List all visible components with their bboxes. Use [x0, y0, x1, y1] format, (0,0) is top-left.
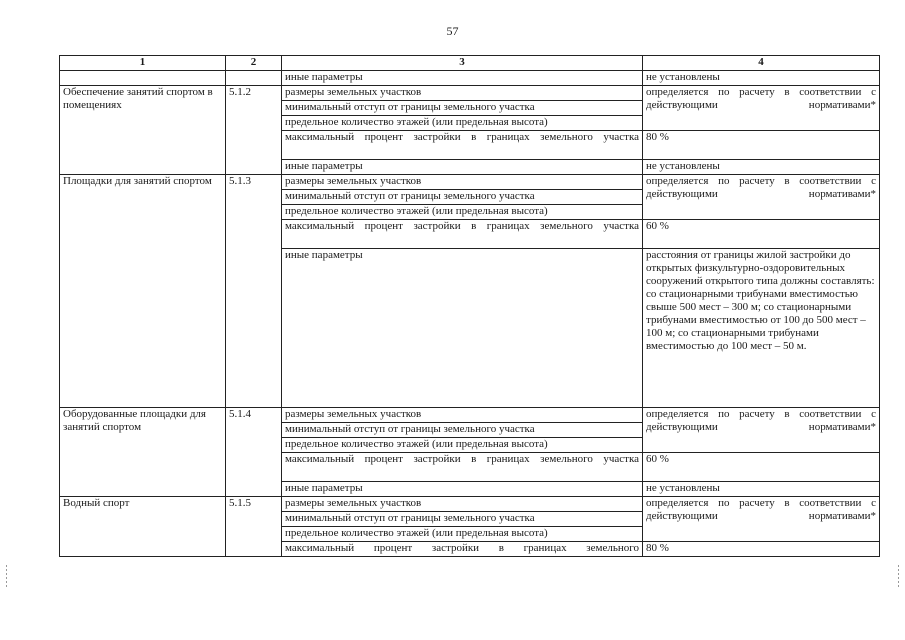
param-cell — [282, 220, 643, 249]
value-cell: расстояния от границы жилой застройки до открытых физкультурно-оздоровительных сооружений открытого типа должны составлять: со стационарными трибунами вместимостью свыше 500 мест – 300 м; со стационарными трибунами вместимостью от 100 до 500 мест – 100 м; со стационарными трибунами вместимостью до 100 мест – 50 м. — [643, 249, 880, 408]
param-cell: минимальный отступ от границы земельного участка — [282, 512, 643, 527]
param-cell: иные параметры — [282, 160, 643, 175]
param-cell: иные параметры — [282, 71, 643, 86]
group-code: 5.1.4 — [226, 408, 282, 497]
value-cell: 80 % — [643, 542, 880, 557]
param-cell: размеры земельных участков — [282, 86, 643, 101]
param-cell: иные параметры — [282, 249, 643, 408]
param-cell: предельное количество этажей (или предельная высота) — [282, 116, 643, 131]
param-text: максимальный процент застройки в границах земельного участка — [285, 220, 639, 232]
value-cell — [643, 86, 880, 131]
param-cell: минимальный отступ от границы земельного участка — [282, 101, 643, 116]
table-row — [60, 175, 880, 190]
param-cell — [282, 453, 643, 482]
value-cell: 80 % — [643, 131, 880, 160]
param-cell: предельное количество этажей (или предельная высота) — [282, 527, 643, 542]
param-cell: предельное количество этажей (или предельная высота) — [282, 438, 643, 453]
group-name: Водный спорт — [60, 497, 226, 557]
group-code: 5.1.5 — [226, 497, 282, 557]
group-name: Обеспечение занятий спортом в помещениях — [60, 86, 226, 175]
value-cell: не установлены — [643, 482, 880, 497]
header-col-4: 4 — [643, 56, 880, 71]
value-cell — [643, 497, 880, 542]
scan-edge-mark — [6, 565, 7, 587]
land-use-table — [59, 55, 880, 557]
header-row — [60, 56, 880, 71]
value-text: определяется по расчету в соответствии с действующими нормативами* — [646, 408, 876, 433]
table-row — [60, 408, 880, 423]
param-cell — [282, 131, 643, 160]
value-cell — [643, 175, 880, 220]
value-cell: 60 % — [643, 220, 880, 249]
empty-cell — [226, 71, 282, 86]
value-text: определяется по расчету в соответствии с действующими нормативами* — [646, 497, 876, 522]
table-row — [60, 86, 880, 101]
param-text: максимальный процент застройки в границах земельного участка — [285, 131, 639, 143]
table-row — [60, 71, 880, 86]
param-text: максимальный процент застройки в границах земельного участка — [285, 453, 639, 465]
table-row — [60, 497, 880, 512]
param-cell: размеры земельных участков — [282, 408, 643, 423]
param-cell: минимальный отступ от границы земельного участка — [282, 190, 643, 205]
param-cell — [282, 542, 643, 557]
empty-cell — [60, 71, 226, 86]
page-number: 57 — [446, 24, 459, 38]
value-cell: не установлены — [643, 71, 880, 86]
header-col-3: 3 — [282, 56, 643, 71]
param-text: максимальный процент застройки в границах земельного — [285, 542, 639, 554]
header-col-1: 1 — [60, 56, 226, 71]
param-cell: предельное количество этажей (или предельная высота) — [282, 205, 643, 220]
value-cell — [643, 408, 880, 453]
value-text: определяется по расчету в соответствии с действующими нормативами* — [646, 175, 876, 200]
group-code: 5.1.2 — [226, 86, 282, 175]
group-name: Оборудованные площадки для занятий спортом — [60, 408, 226, 497]
param-cell: иные параметры — [282, 482, 643, 497]
value-cell: 60 % — [643, 453, 880, 482]
param-cell: размеры земельных участков — [282, 175, 643, 190]
group-code: 5.1.3 — [226, 175, 282, 408]
header-col-2: 2 — [226, 56, 282, 71]
scan-edge-mark — [898, 565, 899, 587]
param-cell: размеры земельных участков — [282, 497, 643, 512]
param-cell: минимальный отступ от границы земельного участка — [282, 423, 643, 438]
value-cell: не установлены — [643, 160, 880, 175]
group-name: Площадки для занятий спортом — [60, 175, 226, 408]
value-text: определяется по расчету в соответствии с действующими нормативами* — [646, 86, 876, 111]
